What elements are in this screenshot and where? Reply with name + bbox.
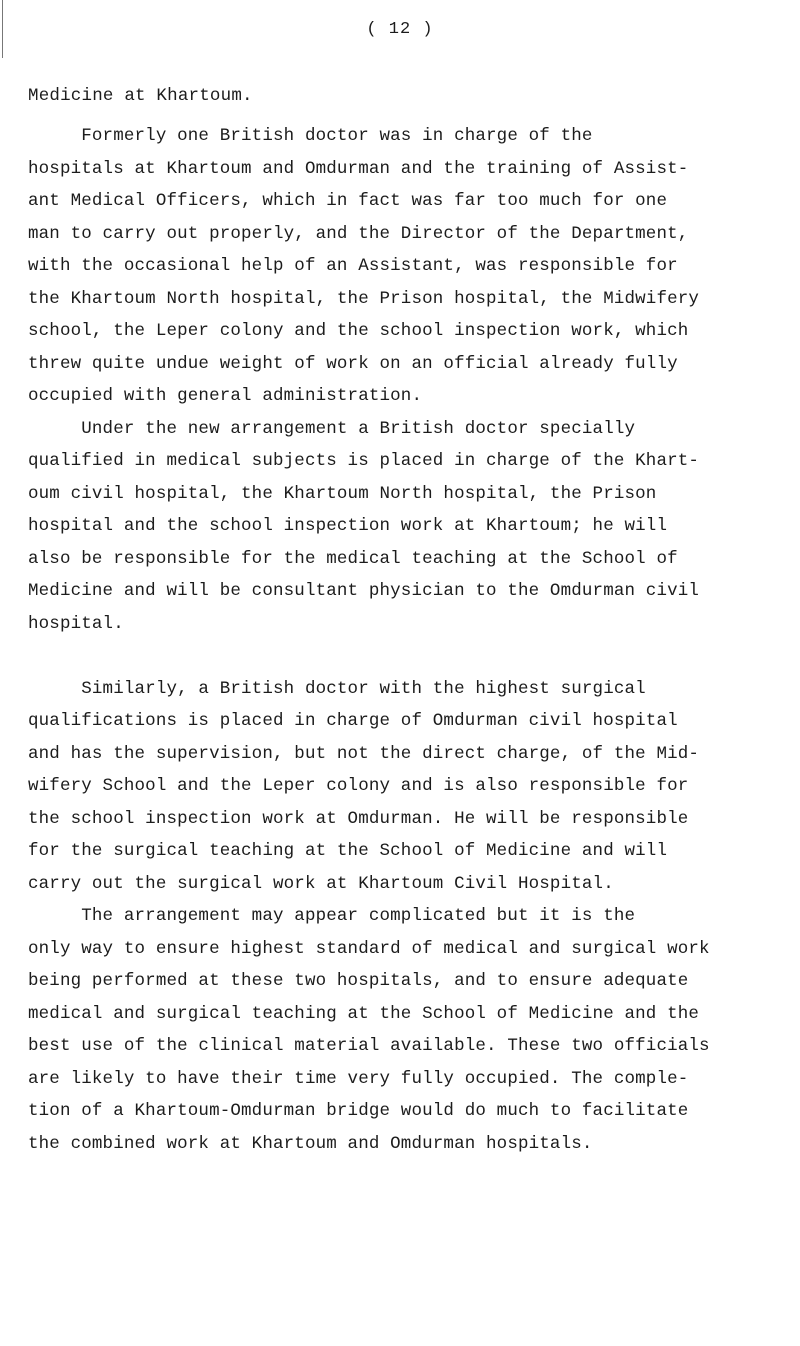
text-line: the combined work at Khartoum and Omdurman hospitals.	[28, 1134, 593, 1154]
text-line: The arrangement may appear complicated but it is the	[28, 906, 636, 926]
text-line: Formerly one British doctor was in charge of the	[28, 126, 593, 146]
text-line: medical and surgical teaching at the School of Medicine and the	[28, 1004, 700, 1024]
section-heading: Medicine at Khartoum.	[28, 86, 253, 106]
text-line: hospital and the school inspection work at Khartoum; he will	[28, 516, 668, 536]
text-line: threw quite undue weight of work on an official already fully	[28, 354, 678, 374]
text-line: qualified in medical subjects is placed in charge of the Khart-	[28, 451, 700, 471]
text-line: Similarly, a British doctor with the highest surgical	[28, 679, 646, 699]
text-line: are likely to have their time very fully occupied. The comple-	[28, 1069, 689, 1089]
text-line: the Khartoum North hospital, the Prison hospital, the Midwifery	[28, 289, 700, 309]
text-line: Under the new arrangement a British doctor specially	[28, 419, 636, 439]
text-line: only way to ensure highest standard of medical and surgical work	[28, 939, 710, 959]
text-line: tion of a Khartoum-Omdurman bridge would do much to facilitate	[28, 1101, 689, 1121]
text-line: for the surgical teaching at the School of Medicine and will	[28, 841, 668, 861]
text-line: wifery School and the Leper colony and is also responsible for	[28, 776, 689, 796]
text-line: school, the Leper colony and the school inspection work, which	[28, 321, 689, 341]
text-line: hospital.	[28, 614, 124, 634]
text-line: carry out the surgical work at Khartoum Civil Hospital.	[28, 874, 614, 894]
text-line: occupied with general administration.	[28, 386, 423, 406]
text-line: and has the supervision, but not the direct charge, of the Mid-	[28, 744, 700, 764]
text-line: the school inspection work at Omdurman. He will be responsible	[28, 809, 689, 829]
text-line: qualifications is placed in charge of Omdurman civil hospital	[28, 711, 678, 731]
text-line: with the occasional help of an Assistant, was responsible for	[28, 256, 678, 276]
text-line: man to carry out properly, and the Director of the Department,	[28, 224, 689, 244]
text-line: being performed at these two hospitals, and to ensure adequate	[28, 971, 689, 991]
page-number: ( 12 )	[366, 20, 434, 39]
text-line: best use of the clinical material available. These two officials	[28, 1036, 710, 1056]
text-line: oum civil hospital, the Khartoum North hospital, the Prison	[28, 484, 657, 504]
text-line: Medicine and will be consultant physician to the Omdurman civil	[28, 581, 700, 601]
text-line: also be responsible for the medical teaching at the School of	[28, 549, 678, 569]
text-line: hospitals at Khartoum and Omdurman and the training of Assist-	[28, 159, 689, 179]
text-line: ant Medical Officers, which in fact was far too much for one	[28, 191, 668, 211]
